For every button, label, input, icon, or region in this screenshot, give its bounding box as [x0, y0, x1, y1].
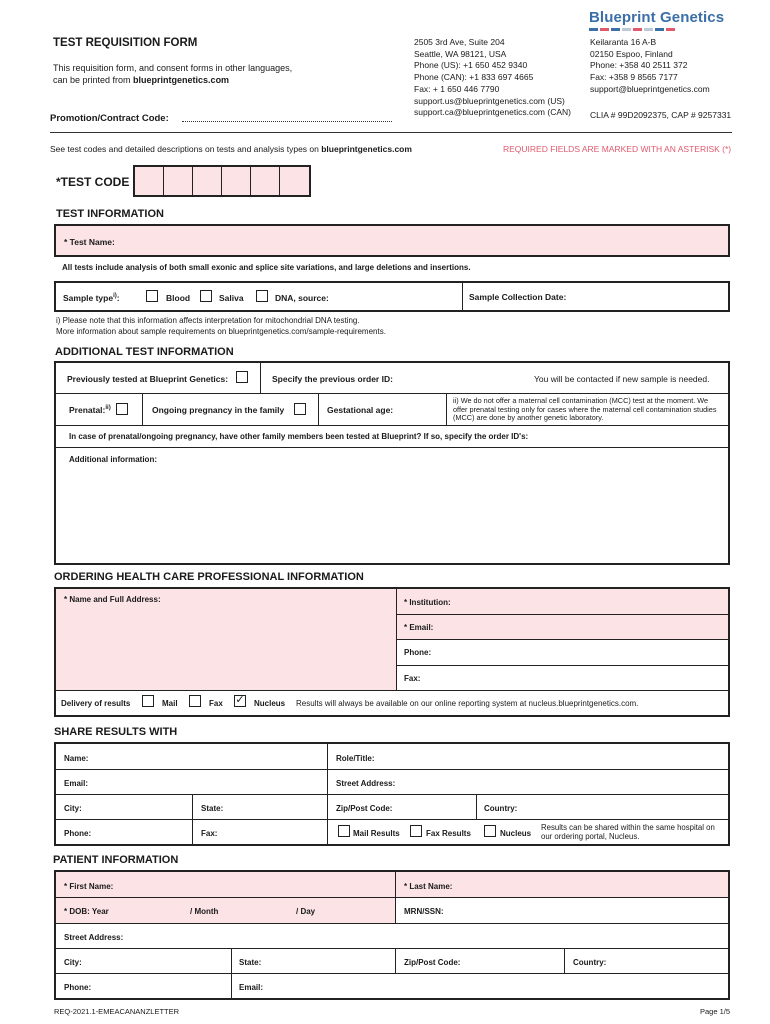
dob-year-label[interactable]: * DOB: Year	[64, 907, 109, 916]
collection-date-label: Sample Collection Date:	[469, 292, 567, 302]
share-phone-label: Phone:	[64, 829, 92, 838]
prenatal-checkbox[interactable]	[116, 403, 128, 415]
test-code-label: *TEST CODE	[56, 175, 130, 189]
divider	[56, 769, 728, 770]
hcp-email-label: * Email:	[404, 623, 434, 632]
mail-label: Mail	[162, 699, 178, 708]
test-code-cell[interactable]	[222, 167, 251, 195]
patient-city-label: City:	[64, 958, 82, 967]
logo-bar-segment	[600, 28, 609, 31]
prenatal-label	[69, 405, 111, 415]
previous-order-label: Specify the previous order ID:	[272, 374, 393, 384]
sample-note-line: i) Please note that this information affects interpretation for mitochondrial DNA testing.	[56, 316, 360, 325]
dna-source-label: DNA, source:	[275, 293, 329, 303]
test-code-cell[interactable]	[193, 167, 222, 195]
first-name-label[interactable]: * First Name:	[64, 882, 114, 891]
addr-fi-line: Phone: +358 40 2511 372	[590, 60, 688, 71]
contacted-note: You will be contacted if new sample is needed.	[534, 374, 710, 384]
ordering-box	[54, 587, 730, 717]
share-state-label: State:	[201, 804, 224, 813]
logo-bar-segment	[589, 28, 598, 31]
logo-color-bar	[589, 28, 675, 31]
divider	[56, 690, 728, 691]
addr-us-line: support.ca@blueprintgenetics.com (CAN)	[414, 107, 571, 118]
test-name-field[interactable]	[54, 224, 730, 257]
required-note: REQUIRED FIELDS ARE MARKED WITH AN ASTERISK (*)	[503, 144, 732, 154]
share-nucleus-checkbox[interactable]	[484, 825, 496, 837]
divider	[56, 794, 728, 795]
ordering-title: ORDERING HEALTH CARE PROFESSIONAL INFORMATION	[54, 571, 364, 583]
dna-checkbox[interactable]	[256, 290, 268, 302]
sample-type-row	[54, 281, 730, 312]
dob-month-label[interactable]: / Month	[190, 907, 219, 916]
family-tested-label: In case of prenatal/ongoing pregnancy, have other family members been tested at Blueprint? If so, specify the order ID's:	[69, 432, 529, 441]
divider	[56, 948, 728, 949]
addr-us-line: Seattle, WA 98121, USA	[414, 48, 507, 59]
additional-info-label: Additional information:	[69, 455, 157, 464]
patient-country-label: Country:	[573, 958, 607, 967]
see-codes-link[interactable]: blueprintgenetics.com	[321, 144, 412, 154]
gestational-label: Gestational age:	[327, 405, 394, 415]
share-name-label: Name:	[64, 754, 89, 763]
header-note-line2	[53, 74, 313, 86]
previously-tested-checkbox[interactable]	[236, 371, 248, 383]
share-email-label: Email:	[64, 779, 89, 788]
mail-results-label: Mail Results	[353, 829, 400, 838]
dob-day-label[interactable]: / Day	[296, 907, 316, 916]
logo: Blueprint Genetics	[589, 9, 725, 26]
divider	[56, 973, 728, 974]
divider	[260, 363, 261, 393]
nucleus-label: Nucleus	[254, 699, 286, 708]
all-tests-note: All tests include analysis of both small exonic and splice site variations, and large deletions and insertions.	[62, 263, 471, 272]
test-code-cell[interactable]	[251, 167, 280, 195]
divider	[56, 447, 728, 448]
last-name-label[interactable]: * Last Name:	[404, 882, 453, 891]
test-code-cell[interactable]	[164, 167, 193, 195]
divider	[327, 744, 328, 769]
promo-code-field[interactable]	[182, 121, 392, 122]
test-code-input[interactable]	[133, 165, 311, 197]
patient-street-label: Street Address:	[64, 933, 124, 942]
form-title: TEST REQUISITION FORM	[53, 37, 198, 49]
test-info-title: TEST INFORMATION	[56, 208, 164, 220]
fax-results-label: Fax Results	[426, 829, 471, 838]
logo-bar-segment	[655, 28, 664, 31]
divider	[56, 393, 728, 394]
divider	[142, 393, 143, 425]
saliva-label: Saliva	[219, 293, 244, 303]
share-nucleus-note: Results can be shared within the same hospital on our ordering portal, Nucleus.	[541, 823, 715, 841]
logo-bar-segment	[666, 28, 675, 31]
share-nucleus-label: Nucleus	[500, 829, 532, 838]
patient-phone-label: Phone:	[64, 983, 92, 992]
divider	[395, 897, 396, 923]
note-prefix: can be printed from	[53, 75, 134, 85]
share-zip-label: Zip/Post Code:	[336, 804, 393, 813]
mail-checkbox[interactable]	[142, 695, 154, 707]
nucleus-checkbox[interactable]: ✓	[235, 694, 245, 706]
share-role-label: Role/Title:	[336, 754, 375, 763]
logo-bar-segment	[611, 28, 620, 31]
patient-state-label: State:	[239, 958, 262, 967]
fax-results-checkbox[interactable]	[410, 825, 422, 837]
sample-type-text: Sample type	[63, 293, 114, 303]
mcc-note: ii) We do not offer a maternal cell contamination (MCC) test at the moment. We offer prenatal testing only for cases where the maternal cell contamination studies (MCC) are done by another genetic laboratory.	[453, 396, 717, 423]
patient-box	[54, 870, 730, 1000]
mrn-field[interactable]	[396, 898, 728, 923]
prenatal-text: Prenatal:	[69, 405, 106, 415]
additional-title: ADDITIONAL TEST INFORMATION	[55, 346, 234, 358]
address-fi	[590, 37, 710, 96]
name-address-field[interactable]	[56, 589, 396, 690]
divider	[56, 819, 728, 820]
divider	[56, 425, 728, 426]
sample-note	[56, 316, 386, 337]
hcp-fax-label: Fax:	[404, 674, 421, 683]
share-title: SHARE RESULTS WITH	[54, 726, 178, 738]
institution-label: * Institution:	[404, 598, 451, 607]
share-fax-label: Fax:	[201, 829, 218, 838]
divider	[56, 923, 728, 924]
header-note-line1: This requisition form, and consent forms in other languages,	[53, 63, 293, 73]
previously-tested-label: Previously tested at Blueprint Genetics:	[67, 374, 229, 384]
divider	[395, 948, 396, 973]
logo-bar-segment	[644, 28, 653, 31]
test-code-cell[interactable]	[280, 167, 309, 195]
addr-fi-line: 02150 Espoo, Finland	[590, 48, 673, 59]
prenatal-sup: ii)	[105, 405, 111, 412]
hcp-phone-label: Phone:	[404, 648, 432, 657]
promo-label: Promotion/Contract Code:	[50, 113, 169, 124]
hcp-email-field[interactable]	[397, 615, 728, 639]
addr-us-line: Phone (US): +1 650 452 9340	[414, 60, 528, 71]
patient-zip-label: Zip/Post Code:	[404, 958, 461, 967]
patient-email-label: Email:	[239, 983, 264, 992]
divider	[462, 283, 463, 310]
hcp-fax-field[interactable]	[397, 666, 728, 690]
name-address-label: * Name and Full Address:	[64, 595, 161, 604]
nucleus-note: Results will always be available on our online reporting system at nucleus.blueprintgenetics.com.	[296, 699, 639, 708]
share-street-label: Street Address:	[336, 779, 396, 788]
mail-results-checkbox[interactable]	[338, 825, 350, 837]
share-box	[54, 742, 730, 846]
blood-checkbox[interactable]	[146, 290, 158, 302]
header-note	[53, 62, 313, 86]
header-divider	[50, 132, 732, 133]
saliva-checkbox[interactable]	[200, 290, 212, 302]
divider	[564, 948, 565, 973]
test-name-label: * Test Name:	[64, 237, 115, 247]
sample-type-sup: i)	[113, 293, 117, 300]
see-codes-note	[50, 144, 412, 154]
addr-us-line: Phone (CAN): +1 833 697 4665	[414, 72, 534, 83]
sample-note-line: More information about sample requirements on blueprintgenetics.com/sample-requirements.	[56, 326, 386, 336]
logo-bar-segment	[633, 28, 642, 31]
divider	[476, 794, 477, 819]
addr-us-line: Fax: + 1 650 446 7790	[414, 83, 500, 94]
addr-us-line: support.us@blueprintgenetics.com (US)	[414, 95, 565, 106]
note-link[interactable]: blueprintgenetics.com	[133, 75, 230, 85]
addr-us-line: 2505 3rd Ave, Suite 204	[414, 37, 505, 47]
addr-fi-line: Fax: +358 9 8565 7177	[590, 72, 678, 83]
divider	[446, 393, 447, 425]
delivery-label: Delivery of results	[61, 699, 131, 708]
logo-bar-segment	[622, 28, 631, 31]
addr-fi-line: support@blueprintgenetics.com	[590, 83, 710, 94]
test-code-cell[interactable]	[135, 167, 164, 195]
mrn-label: MRN/SSN:	[404, 907, 444, 916]
blood-label: Blood	[166, 293, 191, 303]
divider	[318, 393, 319, 425]
ongoing-checkbox[interactable]	[294, 403, 306, 415]
hcp-phone-field[interactable]	[397, 640, 728, 665]
divider	[395, 872, 396, 897]
patient-title: PATIENT INFORMATION	[53, 854, 179, 866]
fax-checkbox[interactable]	[189, 695, 201, 707]
divider	[327, 769, 328, 794]
share-city-label: City:	[64, 804, 82, 813]
addr-fi-line: Keilaranta 16 A-B	[590, 37, 657, 47]
footer-page: Page 1/5	[700, 1007, 731, 1016]
clia-cap: CLIA # 99D2092375, CAP # 9257331	[590, 110, 732, 120]
address-us	[414, 37, 571, 119]
footer-code: REQ-2021.1-EMEACANANZLETTER	[54, 1007, 180, 1016]
see-codes-prefix: See test codes and detailed descriptions on tests and analysis types on	[50, 144, 322, 154]
additional-box	[54, 361, 730, 565]
sample-type-label: Sample type$^{i)}$:	[63, 293, 120, 303]
ongoing-label: Ongoing pregnancy in the family	[152, 405, 285, 415]
share-country-label: Country:	[484, 804, 518, 813]
fax-label: Fax	[209, 699, 223, 708]
institution-field[interactable]	[397, 589, 728, 614]
